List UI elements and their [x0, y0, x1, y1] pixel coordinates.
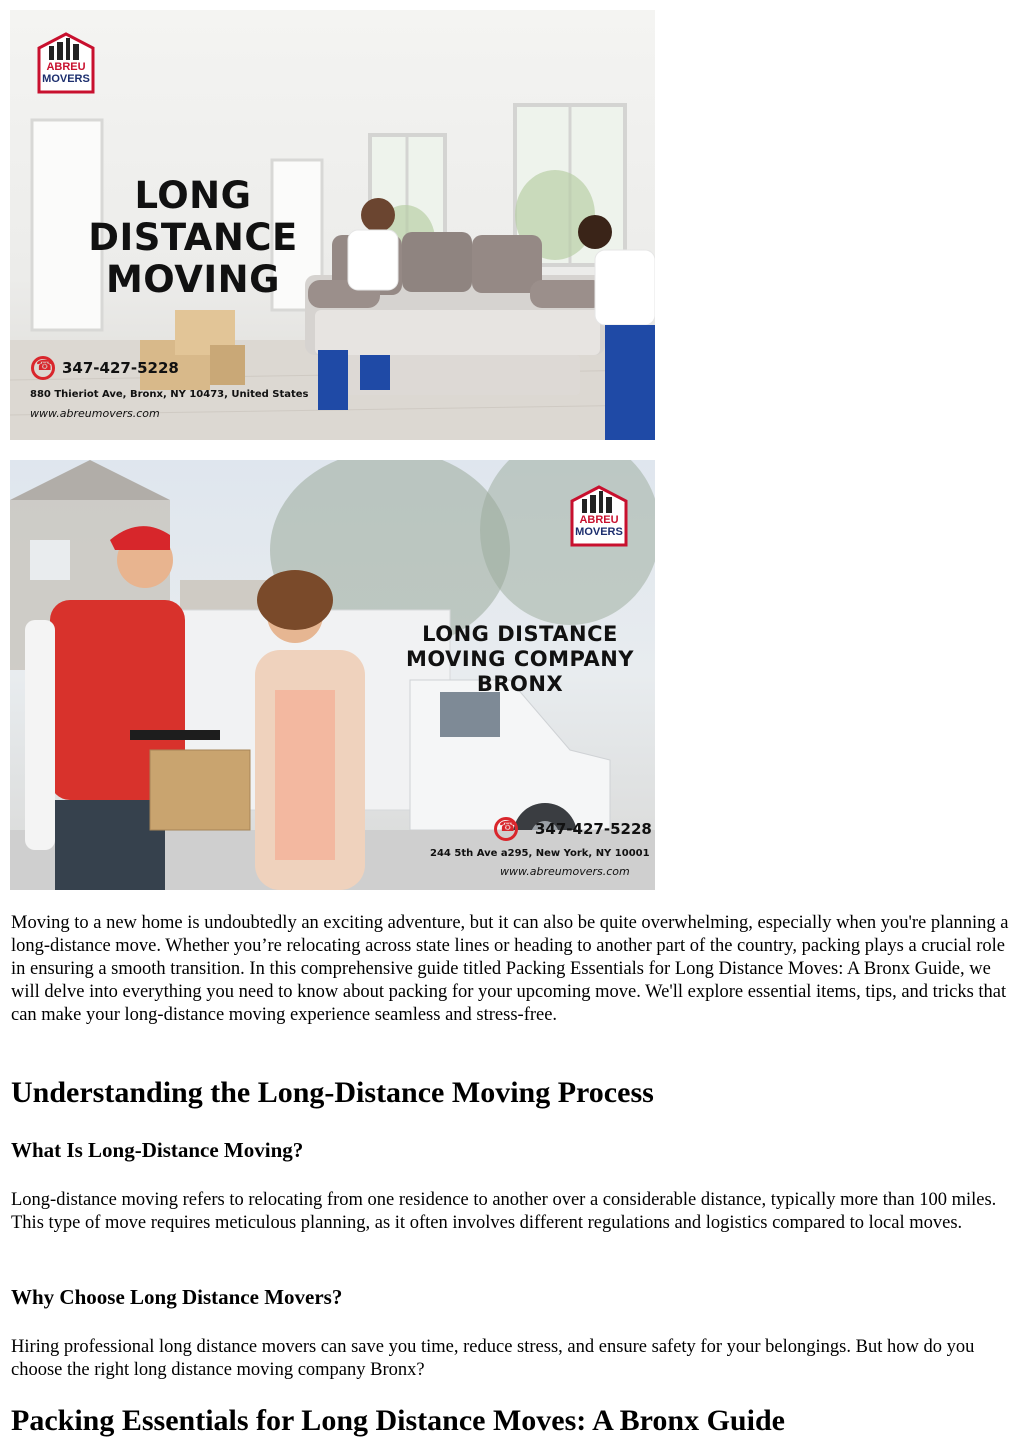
phone-icon [494, 817, 518, 841]
website: www.abreumovers.com [500, 865, 630, 878]
paragraph-why-choose: Hiring professional long distance movers can save you time, reduce stress, and ensure safety for your belongings. But how do you choose the right long distance moving company Bronx? [11, 1337, 975, 1380]
abreu-movers-logo [37, 32, 95, 94]
address: 244 5th Ave a295, New York, NY 10001 [430, 848, 650, 859]
headline-line-2: MOVING COMPANY [405, 647, 635, 671]
logo-line2: MOVERS [575, 526, 623, 538]
logo-line1: ABREU [46, 61, 86, 73]
section-title-packing-essentials: Packing Essentials for Long Distance Moves: A Bronx Guide [11, 1404, 785, 1437]
headline-line-1: LONG [134, 174, 252, 217]
phone-number: 347-427-5228 [535, 820, 652, 838]
headline-line-1: LONG DISTANCE [422, 622, 618, 646]
banner-long-distance-moving [10, 10, 655, 440]
headline-line-3: MOVING [105, 258, 281, 301]
website: www.abreumovers.com [30, 407, 160, 420]
headline-line-3: BRONX [476, 672, 564, 696]
paragraph-what-is: Long-distance moving refers to relocating from one residence to another over a considerable distance, typically more than 100 miles. This type of move requires meticulous planning, as it often involves different regulations and logistics compared to local moves. [11, 1190, 997, 1233]
phone-number: 347-427-5228 [62, 359, 179, 377]
address: 880 Thieriot Ave, Bronx, NY 10473, United States [30, 389, 309, 400]
headline-line-2: DISTANCE [88, 216, 298, 259]
banner-long-distance-moving-company [10, 460, 655, 890]
section-title-understanding: Understanding the Long-Distance Moving Process [11, 1076, 654, 1109]
subheading-why-choose: Why Choose Long Distance Movers? [11, 1285, 343, 1309]
intro-paragraph: Moving to a new home is undoubtedly an exciting adventure, but it can also be quite overwhelming, especially when you're planning a long-distance move. Whether you’re relocating across state lines or heading to another part of the country, packing plays a crucial role in ensuring a smooth transition. In this comprehensive guide titled Packing Essentials for Long Distance Moves: A Bronx Guide, we will delve into everything you need to know about packing for your upcoming move. We'll explore essential items, tips, and tricks that can make your long-distance moving experience seamless and stress-free. [11, 913, 1009, 1025]
logo-line1: ABREU [579, 514, 619, 526]
abreu-movers-logo [570, 485, 628, 547]
phone-icon [31, 356, 55, 380]
subheading-what-is: What Is Long-Distance Moving? [11, 1138, 304, 1162]
logo-line2: MOVERS [42, 73, 90, 85]
